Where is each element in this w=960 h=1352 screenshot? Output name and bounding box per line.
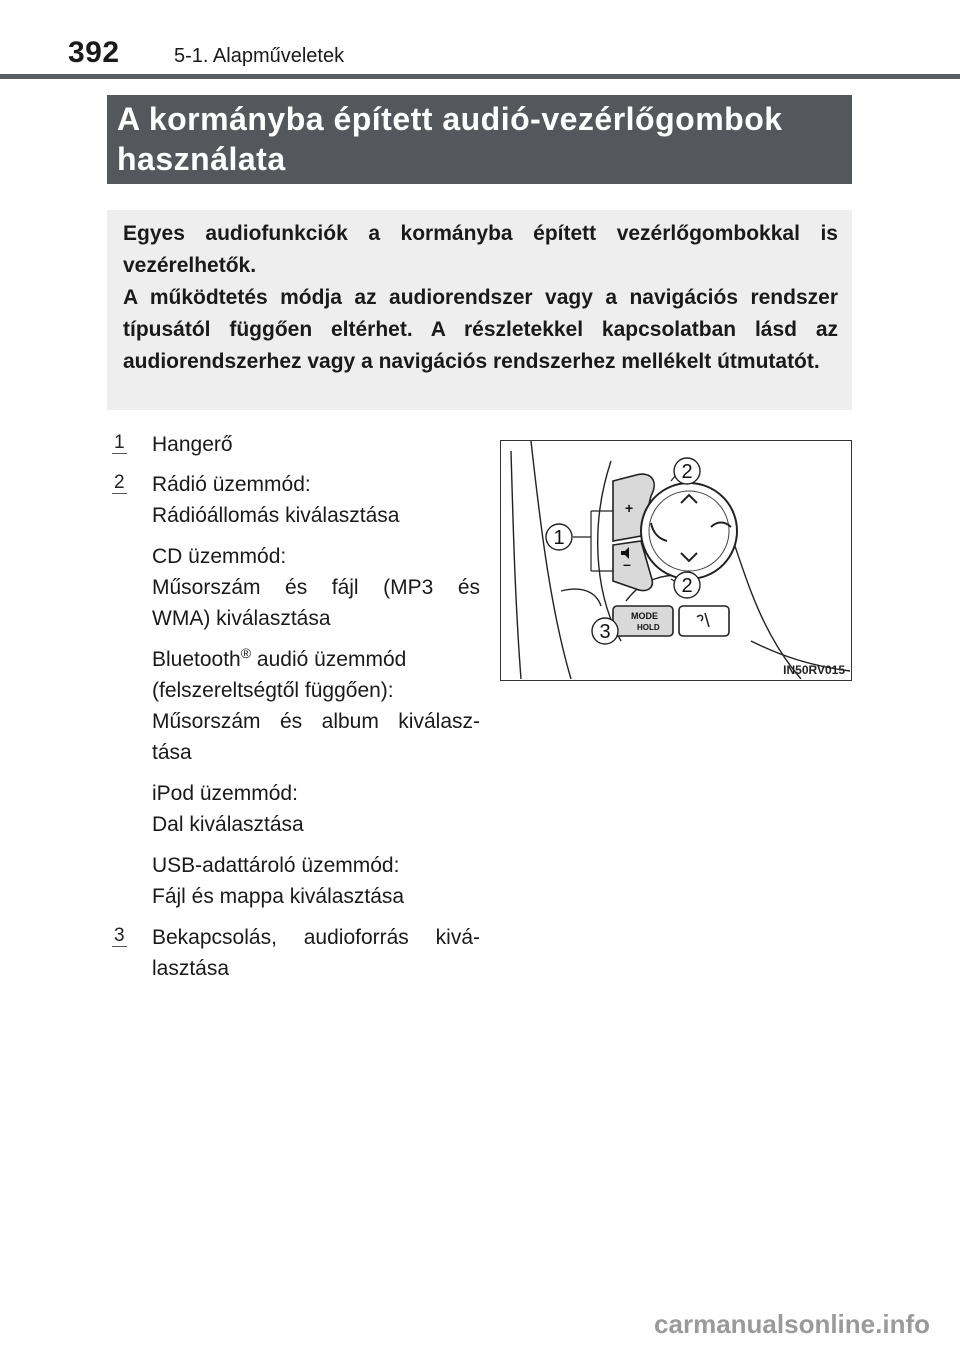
bluetooth-mode-desc-1: Műsorszám és album kiválasz- <box>152 710 480 733</box>
callout-2-bottom: 2 <box>681 575 693 597</box>
steering-switch-illustration <box>501 441 850 679</box>
title-box <box>107 95 852 184</box>
power-source-text-2: lasztása <box>152 957 230 980</box>
figure-code: IN50RV015 <box>783 663 845 677</box>
item-number: 3 <box>114 925 125 946</box>
title-line-1: A kormányba épített audió-vezérlőgombok <box>117 101 783 137</box>
usb-mode-title: USB-adattároló üzemmód: <box>152 854 400 877</box>
bluetooth-mode-title <box>152 644 480 675</box>
cd-mode-title: CD üzemmód: <box>152 545 287 568</box>
steering-switch-figure <box>500 440 852 681</box>
voice-switch <box>679 606 729 636</box>
control-list <box>112 429 480 984</box>
item-number: 1 <box>114 432 125 453</box>
hold-label: HOLD <box>637 623 660 632</box>
page-number: 392 <box>68 36 120 69</box>
watermark: carmanualsonline.info <box>654 1309 930 1339</box>
volume-plus-icon: + <box>625 500 634 516</box>
item-number: 2 <box>114 472 125 493</box>
ipod-mode-desc: Dal kiválasztása <box>152 813 304 836</box>
radio-mode-title: Rádió üzemmód: <box>152 473 311 496</box>
callout-3: 3 <box>599 621 611 643</box>
callout-2-top: 2 <box>681 461 693 483</box>
cd-mode-desc-1: Műsorszám és fájl (MP3 és <box>152 576 480 599</box>
mode-label: MODE <box>631 611 658 621</box>
cd-mode-desc-2: WMA) kiválasztása <box>152 607 331 630</box>
bluetooth-word: Bluetooth <box>152 648 241 671</box>
intro-box <box>107 210 852 410</box>
section-label: 5-1. Alapműveletek <box>174 45 345 67</box>
bluetooth-mode-note: (felszereltségtől függően): <box>152 679 394 702</box>
usb-mode-desc: Fájl és mappa kiválasztása <box>152 885 405 908</box>
list-item-select <box>112 469 480 922</box>
registered-mark: ® <box>240 645 252 661</box>
volume-minus-icon: – <box>623 556 631 572</box>
list-item-power-source <box>112 922 480 984</box>
radio-mode-desc: Rádióállomás kiválasztása <box>152 504 400 527</box>
power-source-text-1: Bekapcsolás, audioforrás kivá- <box>152 926 480 949</box>
callout-1: 1 <box>553 527 565 549</box>
intro-paragraph-1: Egyes audiofunkciók a kormányba épített vezérlőgombokkal is vezérelhetők. <box>123 222 838 277</box>
ipod-mode-title: iPod üzemmód: <box>152 782 298 805</box>
bluetooth-title-rest: audió üzemmód <box>251 648 407 671</box>
list-item-volume <box>112 429 480 460</box>
item-text: Hangerő <box>152 433 233 456</box>
seek-ring <box>641 483 737 579</box>
header-rule <box>0 74 960 79</box>
bluetooth-mode-desc-2: tása <box>152 741 192 764</box>
title-line-2: használata <box>117 141 286 177</box>
intro-paragraph-2: A működtetés módja az audiorendszer vagy a navigációs rendszer típusától függően eltérhet. A részletekkel kapcsolatban lásd az audiorendszerhez vagy a navigációs rendszerhez mellékelt útmutatót. <box>123 286 838 373</box>
